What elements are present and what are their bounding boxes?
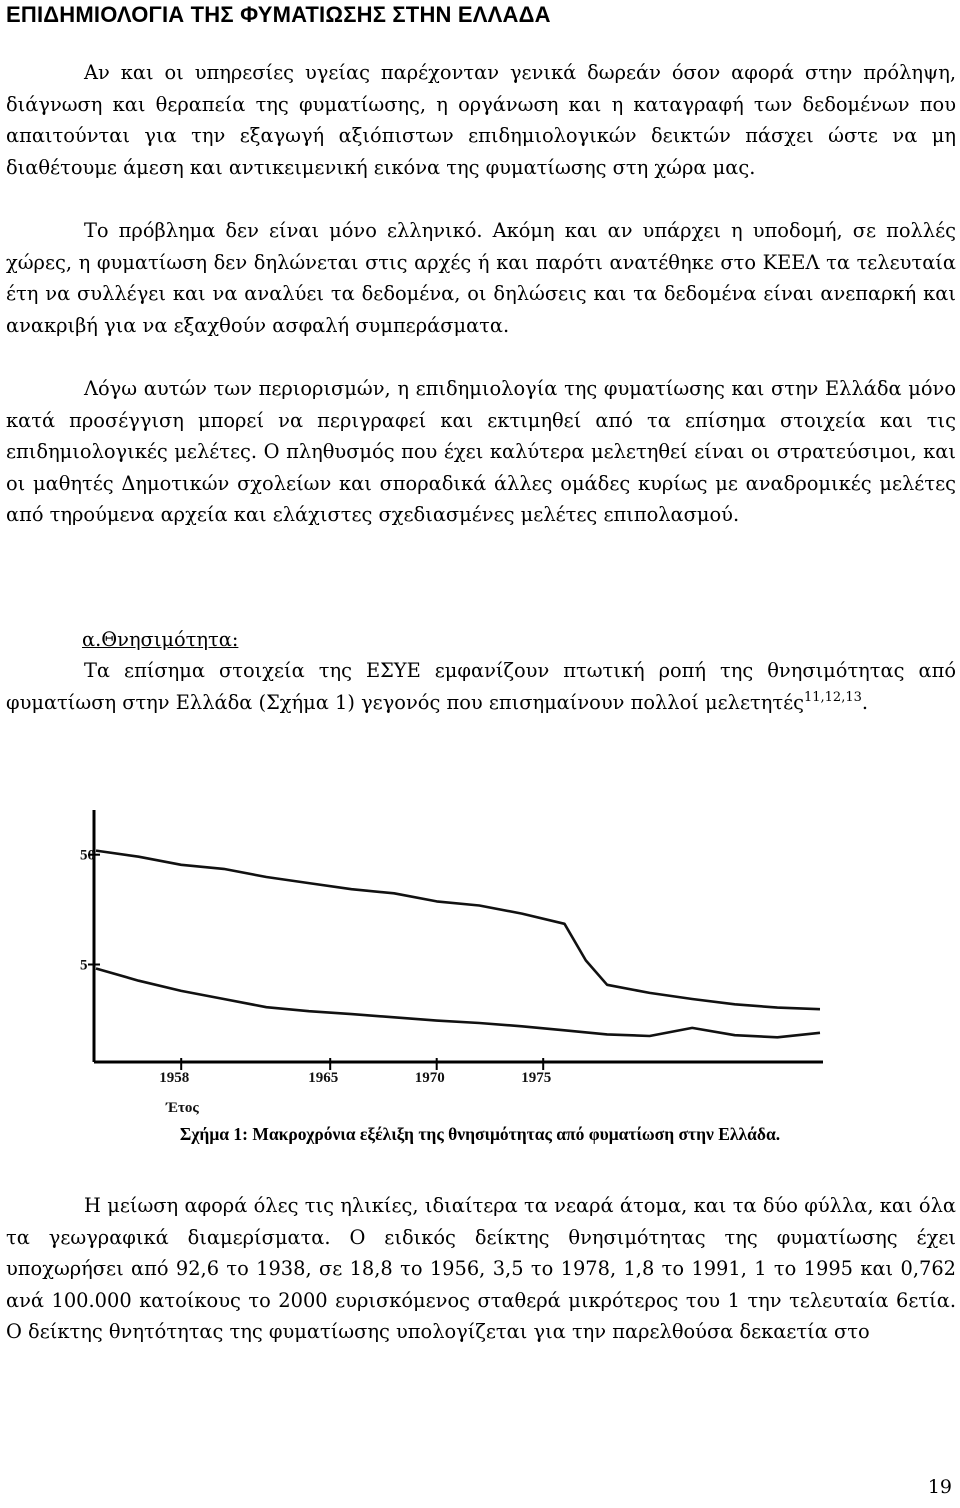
paragraph-3-text: Λόγω αυτών των περιορισμών, η επιδημιολογία της φυματίωσης και στην Ελλάδα μόνο κατά προσέγγιση μπορεί να περιγραφεί και εκτιμηθεί από τα επίσημα στοιχεία και τις επιδημιολογικές μελέτες. Ο πληθυσμός που έχει καλύτερα μελετηθεί είναι οι στρατεύσιμοι, και οι μαθητές Δημοτικών σχολείων και σποραδικά άλλες ομάδες κυρίως με αναδρομικές μελέτες από τηρούμενα αρχεία και ελάχιστες σχεδιασμένες μελέτες επιπολασμού.: [6, 377, 956, 527]
series-line-upper: [96, 851, 820, 1010]
series-line-lower: [96, 969, 820, 1038]
x-tick-label: 1975: [521, 1070, 552, 1086]
x-tick-label: 1970: [414, 1070, 445, 1086]
paragraph-2-text: Το πρόβλημα δεν είναι μόνο ελληνικό. Ακόμη και αν υπάρχει η υποδομή, σε πολλές χώρες, η φυματίωση δεν δηλώνεται στις αρχές ή και παρότι ανατέθηκε στο ΚΕΕΛ τα τελευταία έτη να συλλέγει και να αναλύει τα δεδομένα, οι δηλώσεις και τα δεδομένα είναι ανεπαρκή και ανακριβή για να εξαχθούν ασφαλή συμπεράσματα.: [6, 219, 956, 337]
page-title: ΕΠΙΔΗΜΙΟΛΟΓΙΑ ΤΗΣ ΦΥΜΑΤΙΩΣΗΣ ΣΤΗΝ ΕΛΛΑΔΑ: [6, 2, 551, 27]
y-tick-label: 5: [80, 957, 88, 974]
paragraph-4-text: Τα επίσημα στοιχεία της ΕΣΥΕ εμφανίζουν πτωτική ροπή της θνησιμότητας από φυματίωση στην Ελλάδα (Σχήμα 1) γεγονός που επισημαίνουν πολλοί μελετητές: [6, 659, 956, 714]
paragraph-3: [6, 373, 956, 531]
paragraph-5-text: Η μείωση αφορά όλες τις ηλικίες, ιδιαίτερα τα νεαρά άτομα, και τα δύο φύλλα, και όλα τα γεωγραφικά διαμερίσματα. Ο ειδικός δείκτης θνησιμότητας της φυματίωσης έχει υποχωρήσει από 92,6 το 1938, σε 18,8 το 1956, 3,5 το 1978, 1,8 το 1991, 1 το 1995 και 0,762 ανά 100.000 κατοίκους το 2000 ευρισκόμενος σταθερά μικρότερος του 1 την τελευταία 6ετία. Ο δείκτης θνητότητας της φυματίωσης υπολογίζεται για την παρελθούσα δεκαετία στο: [6, 1194, 956, 1344]
paragraph-4-end: .: [861, 690, 869, 714]
paragraph-1-text: Αν και οι υπηρεσίες υγείας παρέχονταν γενικά δωρεάν όσον αφορά στην πρόληψη, διάγνωση και θεραπεία της φυματίωσης, η οργάνωση και η καταγραφή των δεδομένων που απαιτούνται για την εξαγωγή αξιόπιστων επιδημιολογικών δεικτών πάσχει ώστε να μη διαθέτουμε άμεση και αντικειμενική εικόνα της φυματίωσης στη χώρα μας.: [6, 61, 956, 179]
section-heading-mortality: α.Θνησιμότητα:: [82, 628, 239, 651]
citation-refs: 11,12,13: [803, 689, 862, 705]
y-tick-label: 50: [80, 847, 95, 864]
paragraph-4: [6, 655, 956, 718]
page-number: 19: [927, 1476, 952, 1498]
paragraph-1: [6, 57, 956, 183]
paragraph-5: [6, 1190, 956, 1348]
x-tick-label: 1965: [308, 1070, 339, 1086]
mortality-figure: [78, 800, 838, 1120]
x-axis-title: Έτος: [166, 1100, 199, 1116]
x-tick-label: 1958: [159, 1070, 190, 1086]
figure-caption: Σχήμα 1: Μακροχρόνια εξέλιξη της θνησιμότητας από φυματίωση στην Ελλάδα.: [179, 1124, 781, 1144]
paragraph-2: [6, 215, 956, 341]
mortality-chart: [78, 800, 838, 1120]
